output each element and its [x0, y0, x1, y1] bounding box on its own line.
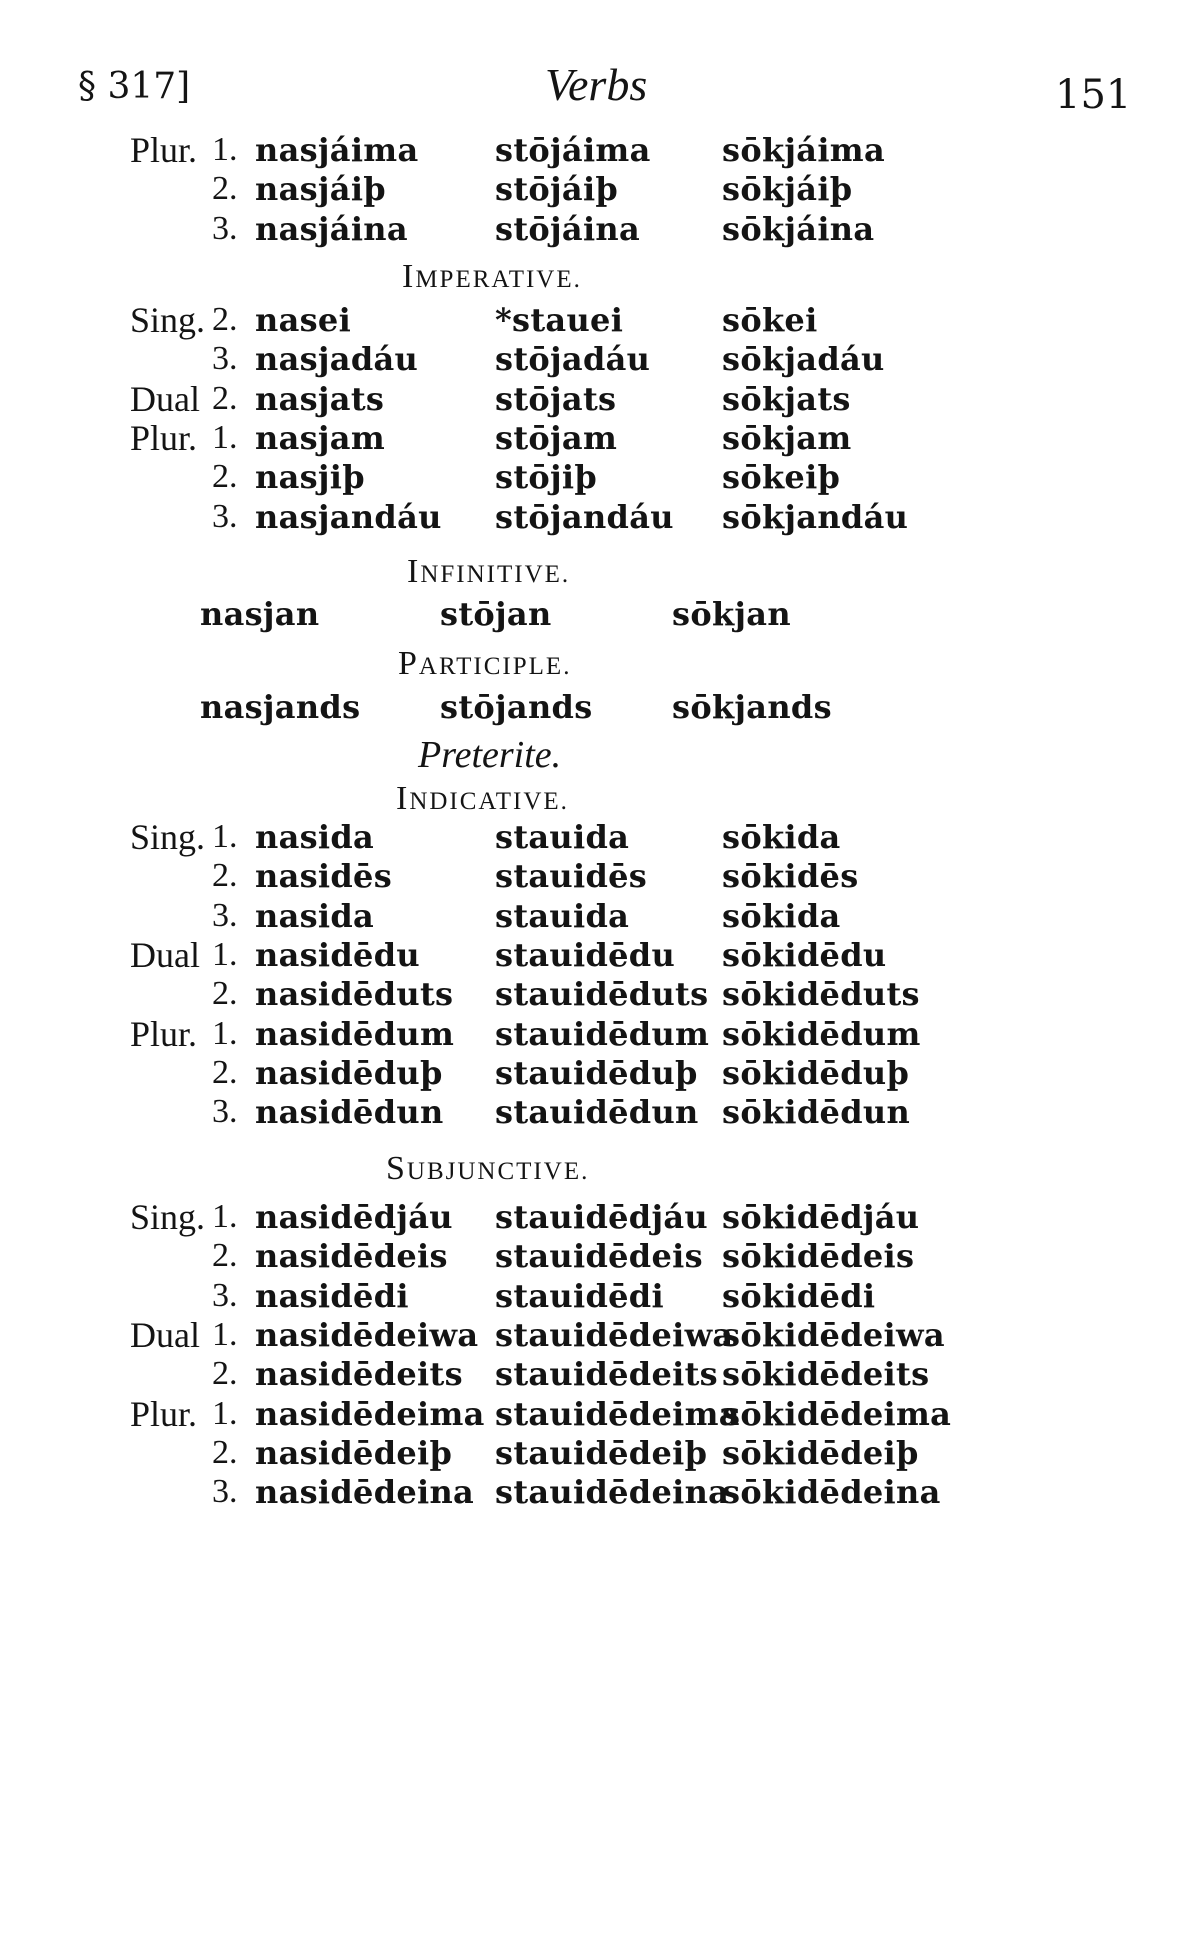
form-nasjan: nasidēdjáu [255, 1198, 453, 1236]
form-sokjan: sōkidēdeina [722, 1473, 941, 1512]
form-sokjan: sōkjan [672, 595, 791, 633]
person-index: 2. [212, 1237, 238, 1275]
form-sokjan: sōkeiþ [722, 458, 841, 497]
form-sokjan: sōkjáina [722, 209, 875, 248]
form-stojan: stauidēdum [495, 1014, 710, 1053]
form-stojan: stauidēdeima [495, 1394, 740, 1433]
form-stojan: stōjáiþ [495, 170, 619, 209]
form-stojan: stōjan [440, 595, 552, 633]
form-nasjan: nasidēdeis [255, 1237, 448, 1276]
heading-rest: MPERATIVE. [415, 266, 582, 293]
form-sokjan: sōkjats [722, 379, 851, 418]
form-nasjan: nasidēdeiwa [255, 1315, 479, 1354]
form-stojan: stōjadáu [495, 340, 651, 379]
form-sokjan: sōkidēdu [722, 935, 887, 974]
form-nasjan: nasidēdeiþ [255, 1433, 453, 1472]
person-index: 2. [212, 379, 238, 417]
person-index: 1. [212, 131, 238, 168]
person-number-label: Sing. [130, 1197, 206, 1237]
heading-initial: I [402, 258, 416, 295]
form-nasjan: nasjáiþ [255, 170, 386, 209]
form-sokjan: sōkjandáu [722, 497, 909, 536]
form-sokjan: sōkidēdeis [722, 1237, 915, 1276]
form-sokjan: sōkidēduts [722, 975, 920, 1014]
form-stojan: stauidēdi [495, 1276, 664, 1315]
form-stojan: stōjiþ [495, 458, 598, 497]
person-index: 2. [212, 1053, 238, 1091]
form-stojan: stauidēdeits [495, 1355, 718, 1394]
table-row [0, 493, 1200, 541]
person-index: 2. [212, 458, 238, 496]
form-stojan: stōjáina [495, 209, 641, 248]
form-nasjan: nasjiþ [255, 458, 365, 497]
person-number-label: Plur. [130, 417, 198, 458]
person-index: 3. [212, 209, 238, 247]
form-nasjan: nasidēdeina [255, 1473, 475, 1512]
form-nasjan: nasidēduþ [255, 1053, 443, 1092]
form-sokjan: sōkidēdum [722, 1014, 921, 1053]
heading-initial: P [398, 645, 419, 682]
person-number-label: Dual [130, 1314, 200, 1355]
form-nasjan: nasjam [255, 418, 385, 457]
form-stojan: stauidēdeis [495, 1237, 703, 1276]
form-sokjan: sōkidēdeiþ [722, 1433, 919, 1472]
heading-rest: UBJUNCTIVE. [406, 1158, 590, 1185]
form-sokjan: sōkjadáu [722, 340, 885, 379]
form-stojan: stauidēdjáu [495, 1198, 708, 1236]
form-sokjan: sōkidēdjáu [722, 1198, 920, 1236]
heading-initial: I [396, 780, 410, 817]
form-nasjan: nasidēduts [255, 975, 454, 1014]
form-stojan: stauida [495, 818, 630, 856]
form-stojan: stauidēdeiwa [495, 1315, 734, 1354]
form-nasjan: nasjáina [255, 209, 408, 248]
form-sokjan: sōkjáiþ [722, 170, 853, 209]
form-nasjan: nasidēdi [255, 1276, 409, 1315]
form-stojan: stōjáima [495, 131, 651, 169]
form-nasjan: nasjats [255, 379, 385, 418]
table-row [0, 205, 1200, 253]
form-stojan: stauida [495, 896, 630, 935]
person-index: 2. [212, 1433, 238, 1471]
form-sokjan: sōkjáima [722, 131, 885, 169]
form-stojan: *stauei [495, 301, 624, 339]
person-index: 3. [212, 1093, 238, 1131]
form-sokjan: sōkjands [672, 688, 832, 726]
section-heading [407, 553, 570, 591]
person-index: 1. [212, 418, 238, 456]
heading-initial: S [386, 1150, 407, 1187]
form-stojan: stōjands [440, 688, 593, 726]
person-index: 2. [212, 170, 238, 208]
heading-rest: NDICATIVE. [409, 788, 569, 815]
person-index: 1. [212, 1014, 238, 1052]
table-row [0, 1468, 1200, 1516]
form-sokjan: sōkida [722, 896, 841, 935]
person-index: 2. [212, 301, 238, 338]
form-nasjan: nasidēdum [255, 1014, 455, 1053]
form-sokjan: sōkidēduþ [722, 1053, 910, 1092]
form-nasjan: nasidēdun [255, 1093, 444, 1132]
form-nasjan: nasida [255, 818, 375, 856]
form-nasjan: nasjandáu [255, 497, 442, 536]
form-nasjan: nasjadáu [255, 340, 419, 379]
form-nasjan: nasjáima [255, 131, 419, 169]
heading-rest: NFINITIVE. [420, 561, 571, 588]
person-index: 2. [212, 975, 238, 1013]
form-stojan: stōjam [495, 418, 618, 457]
section-heading [402, 258, 582, 296]
heading-initial: I [407, 553, 421, 590]
form-nasjan: nasjands [200, 688, 361, 726]
form-sokjan: sōkidēdi [722, 1276, 876, 1315]
section-heading [398, 645, 571, 683]
section-heading [386, 1150, 589, 1188]
form-stojan: stauidēdu [495, 935, 676, 974]
section-reference: § 317] [78, 66, 191, 107]
person-index: 2. [212, 1355, 238, 1393]
page-title: Verbs [545, 59, 648, 110]
form-sokjan: sōkidēdun [722, 1093, 911, 1132]
form-nasjan: nasidēdu [255, 935, 420, 974]
heading-rest: ARTICIPLE. [418, 653, 572, 680]
form-stojan: stōjandáu [495, 497, 674, 536]
form-stojan: stauidēs [495, 857, 648, 896]
form-stojan: stauidēdun [495, 1093, 699, 1132]
form-sokjan: sōkjam [722, 418, 852, 457]
person-index: 1. [212, 935, 238, 973]
person-index: 3. [212, 1473, 238, 1511]
person-index: 3. [212, 896, 238, 934]
person-number-label: Sing. [130, 817, 206, 857]
form-stojan: stauidēduts [495, 975, 709, 1014]
person-number-label: Dual [130, 378, 200, 419]
form-sokjan: sōkidēs [722, 857, 859, 896]
person-number-label: Plur. [130, 1393, 198, 1434]
form-stojan: stauidēdeina [495, 1473, 730, 1512]
person-index: 1. [212, 1394, 238, 1432]
form-sokjan: sōkei [722, 301, 818, 339]
form-nasjan: nasidēdeima [255, 1394, 485, 1433]
form-nasjan: nasidēdeits [255, 1355, 463, 1394]
table-row [0, 1088, 1200, 1136]
person-index: 1. [212, 1198, 238, 1235]
form-sokjan: sōkidēdeima [722, 1394, 952, 1433]
form-stojan: stauidēduþ [495, 1053, 698, 1092]
person-index: 3. [212, 1276, 238, 1314]
preterite-title: Preterite. [418, 734, 562, 776]
person-number-label: Plur. [130, 1013, 198, 1054]
form-nasjan: nasida [255, 896, 375, 935]
person-number-label: Plur. [130, 130, 198, 170]
person-number-label: Sing. [130, 300, 206, 340]
person-index: 1. [212, 818, 238, 855]
person-index: 1. [212, 1315, 238, 1353]
form-sokjan: sōkidēdeits [722, 1355, 930, 1394]
form-stojan: stauidēdeiþ [495, 1433, 708, 1472]
form-sokjan: sōkida [722, 818, 841, 856]
page-number: 151 [1055, 72, 1132, 118]
form-stojan: stōjats [495, 379, 617, 418]
form-nasjan: nasei [255, 301, 352, 339]
person-number-label: Dual [130, 934, 200, 975]
person-index: 3. [212, 497, 238, 535]
person-index: 3. [212, 340, 238, 378]
form-sokjan: sōkidēdeiwa [722, 1315, 945, 1354]
person-index: 2. [212, 857, 238, 895]
form-nasjan: nasidēs [255, 857, 393, 896]
form-nasjan: nasjan [200, 595, 320, 633]
